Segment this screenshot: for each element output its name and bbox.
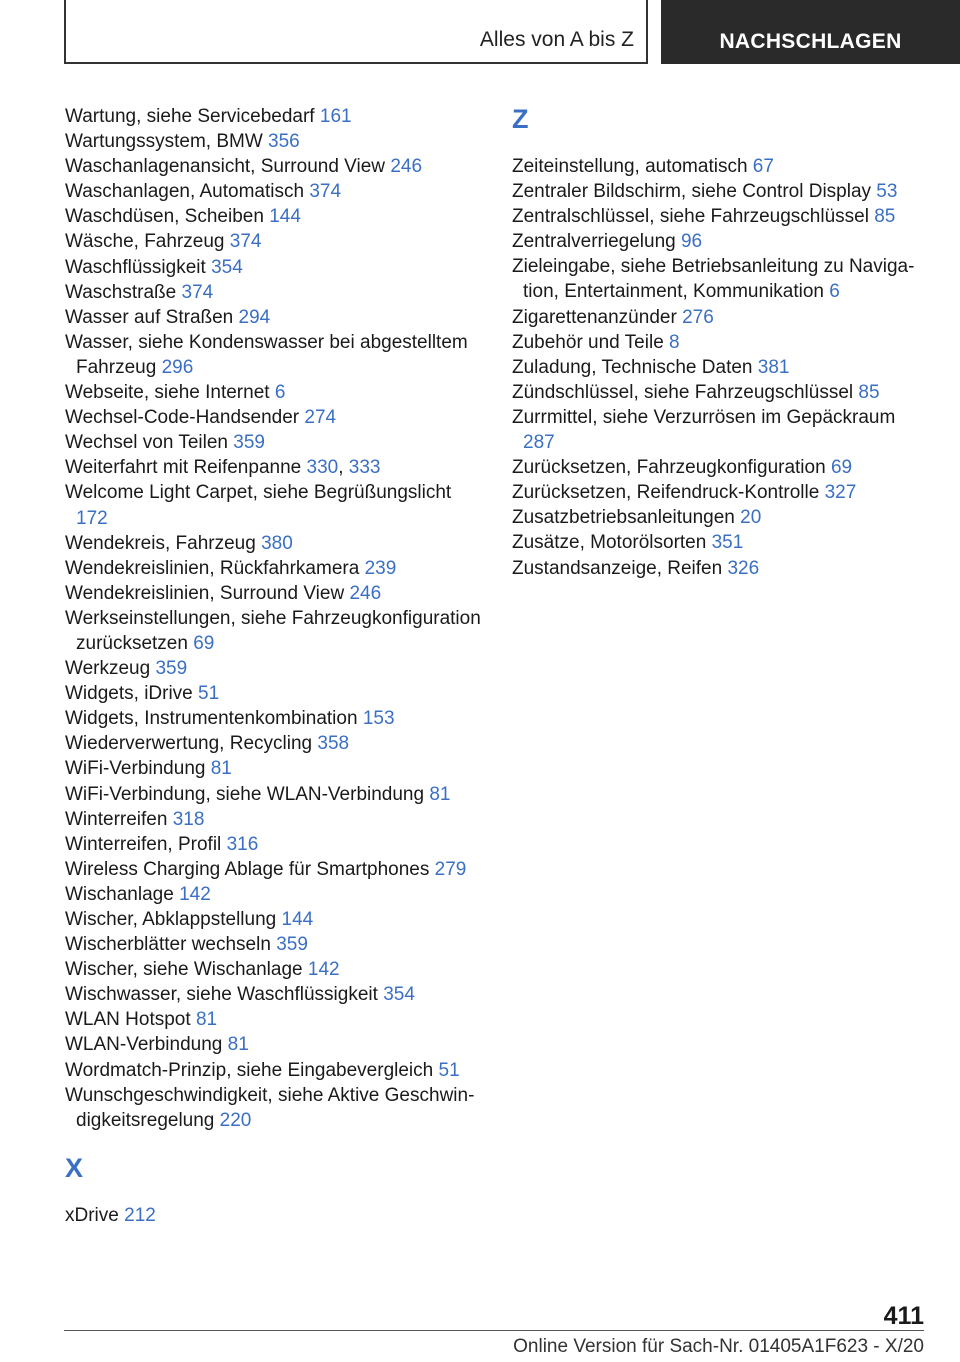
- index-term: Waschanlagen, Automatisch: [65, 181, 305, 203]
- index-term: Widgets, iDrive: [65, 683, 193, 705]
- index-entry: [512, 530, 932, 555]
- index-entry: [512, 505, 932, 530]
- index-term: xDrive: [65, 1204, 119, 1226]
- index-entry: [65, 807, 485, 832]
- header-frame: [64, 0, 648, 64]
- index-term: Zündschlüssel, siehe Fahrzeugschlüssel: [512, 381, 854, 403]
- index-term: Wischerblätter wechseln: [65, 934, 271, 956]
- index-term: Zentraler Bildschirm, siehe Control Display: [512, 181, 872, 203]
- page-reference-link[interactable]: 359: [276, 934, 308, 956]
- index-entry: [65, 932, 485, 957]
- page-reference-link[interactable]: 144: [269, 206, 301, 228]
- index-entry: [512, 254, 932, 304]
- index-entry: [65, 104, 485, 129]
- page-reference-link[interactable]: 20: [740, 507, 762, 529]
- index-entry: [65, 957, 485, 982]
- index-term: Widgets, Instrumentenkombination: [65, 708, 358, 730]
- index-term: Wechsel von Teilen: [65, 432, 229, 454]
- header-section-title: Alles von A bis Z: [479, 28, 634, 51]
- index-term: Werkzeug: [65, 658, 151, 680]
- index-entry: [65, 179, 485, 204]
- index-entry: [512, 380, 932, 405]
- index-entry: [65, 907, 485, 932]
- index-term: WLAN-Verbindung: [65, 1034, 223, 1056]
- page-reference-link[interactable]: 8: [669, 331, 680, 353]
- index-term: Zubehör und Teile: [512, 331, 664, 353]
- index-term: Wasser auf Straßen: [65, 306, 234, 328]
- index-entry: [512, 305, 932, 330]
- index-entry: [65, 330, 485, 380]
- page-reference-link[interactable]: 69: [830, 457, 853, 479]
- index-letter-z: Z: [512, 104, 529, 134]
- index-term: Weiterfahrt mit Reifenpanne: [65, 457, 302, 479]
- index-term: Webseite, siehe Internet: [65, 382, 270, 404]
- index-entry: [65, 681, 485, 706]
- page-reference-link[interactable]: 6: [829, 281, 840, 303]
- index-term: Zieleingabe, siehe Betriebsanleitung zu Navigation, Entertainment, Kommunikation: [512, 256, 915, 303]
- index-entry: [65, 706, 485, 731]
- page-reference-link[interactable]: 142: [179, 883, 211, 905]
- index-entry: [65, 581, 485, 606]
- index-entry: [65, 1007, 485, 1032]
- index-term: Wendekreis, Fahrzeug: [65, 532, 256, 554]
- page-reference-link[interactable]: 354: [211, 256, 243, 278]
- index-term: Zentralschlüssel, siehe Fahrzeugschlüssel: [512, 206, 869, 228]
- page-reference-link[interactable]: 359: [233, 432, 265, 454]
- index-term: Wendekreislinien, Rückfahrkamera: [65, 557, 360, 579]
- page-reference-link[interactable]: 381: [757, 356, 790, 378]
- index-entry: [65, 154, 485, 179]
- index-term: Zustandsanzeige, Reifen: [512, 557, 723, 579]
- index-term: WiFi-Verbindung, siehe WLAN-Verbindung: [65, 783, 425, 805]
- index-term: Wireless Charging Ablage für Smartphones: [65, 858, 430, 880]
- index-entry: [65, 129, 485, 154]
- index-entry: [512, 480, 932, 505]
- page-reference-link[interactable]: 85: [858, 381, 880, 403]
- page-reference-link[interactable]: 279: [434, 858, 467, 880]
- page-reference-link[interactable]: 81: [429, 783, 451, 805]
- page-reference-link[interactable]: 85: [874, 206, 896, 228]
- header-chapter-tab: [661, 0, 960, 64]
- index-term: Zeiteinstellung, automatisch: [512, 156, 748, 177]
- index-entry: [65, 1083, 485, 1133]
- page-number: 411: [883, 1302, 924, 1330]
- index-entry: Weiterfahrt mit Reifenpanne 330, 333: [65, 457, 381, 479]
- page-reference-link[interactable]: 53: [876, 181, 898, 203]
- index-term: Wunschgeschwindigkeit, siehe Aktive Geschwindigkeitsregelung: [65, 1084, 475, 1131]
- index-term: WLAN Hotspot: [65, 1009, 191, 1031]
- index-entry: [65, 782, 485, 807]
- page-reference-link[interactable]: 51: [438, 1059, 460, 1081]
- page-reference-link[interactable]: 358: [317, 733, 350, 755]
- page-reference-link[interactable]: 81: [195, 1009, 218, 1031]
- index-entry: [65, 857, 485, 882]
- page-reference-link[interactable]: 276: [682, 306, 714, 328]
- index-term: Wartung, siehe Servicebedarf: [65, 106, 315, 127]
- index-entry: [65, 1058, 485, 1083]
- index-entry: [65, 756, 485, 781]
- page-reference-link[interactable]: 161: [319, 106, 352, 127]
- index-term: Wischwasser, siehe Waschflüssigkeit: [65, 984, 378, 1006]
- index-entry: [65, 1203, 485, 1228]
- page-reference-link[interactable]: 294: [238, 306, 271, 328]
- index-column-left: [65, 104, 485, 1228]
- page-reference-link[interactable]: 333: [348, 457, 381, 479]
- page-reference-link[interactable]: 220: [219, 1109, 252, 1131]
- index-term: Wasser, siehe Kondenswasser bei abgestelltem Fahrzeug: [65, 331, 468, 378]
- index-entry: [65, 556, 485, 581]
- index-column-right: [512, 104, 932, 581]
- index-entry: [65, 405, 485, 430]
- page-reference-link[interactable]: 212: [124, 1204, 156, 1226]
- index-entry: [65, 656, 485, 681]
- page-reference-link[interactable]: 380: [261, 532, 293, 554]
- page-reference-link[interactable]: 374: [229, 231, 262, 253]
- page-reference-link[interactable]: 246: [349, 582, 382, 604]
- index-term: Winterreifen, Profil: [65, 833, 222, 855]
- page-reference-link[interactable]: 356: [268, 131, 300, 153]
- page-reference-link[interactable]: 287: [523, 432, 555, 454]
- index-term: Waschflüssigkeit: [65, 256, 206, 278]
- index-entry: [65, 1032, 485, 1057]
- index-entry: [65, 305, 485, 330]
- index-term: Wartungssystem, BMW: [65, 131, 263, 153]
- page-reference-link[interactable]: 239: [364, 557, 397, 579]
- index-entry: [65, 480, 485, 530]
- index-term: Zurücksetzen, Fahrzeugkonfiguration: [512, 457, 826, 479]
- page-reference-link[interactable]: 144: [281, 909, 314, 930]
- index-term: Welcome Light Carpet, siehe Begrüßungslicht: [65, 482, 452, 504]
- index-entry: [65, 280, 485, 305]
- index-term: Wischanlage: [65, 883, 174, 905]
- page-reference-link[interactable]: 318: [172, 808, 205, 830]
- page-reference-link[interactable]: 326: [727, 557, 760, 579]
- page-reference-link[interactable]: 296: [161, 356, 194, 378]
- index-term: Zurrmittel, siehe Verzurrösen im Gepäckraum: [512, 406, 896, 428]
- index-term: Waschdüsen, Scheiben: [65, 206, 264, 228]
- index-term: Wiederverwertung, Recycling: [65, 733, 313, 755]
- index-list-x: [65, 1203, 485, 1228]
- page-reference-link[interactable]: 351: [711, 532, 744, 554]
- index-term: Waschanlagenansicht, Surround View: [65, 156, 386, 178]
- page-reference-link[interactable]: 81: [210, 758, 232, 780]
- index-letter-x: X: [65, 1152, 84, 1183]
- index-entry: [65, 380, 485, 405]
- page-reference-link[interactable]: 153: [362, 708, 395, 730]
- index-entry: [65, 982, 485, 1007]
- page-reference-link[interactable]: 81: [227, 1034, 249, 1056]
- index-term: Wäsche, Fahrzeug: [65, 231, 225, 253]
- index-term: Zusätze, Motorölsorten: [512, 532, 707, 554]
- index-entry: [512, 556, 932, 581]
- footer-text: Online Version für Sach-Nr. 01405A1F623 - X/20: [513, 1336, 924, 1357]
- index-term: Zuladung, Technische Daten: [512, 356, 753, 378]
- index-term: Wechsel-Code-Handsender: [65, 407, 300, 429]
- page-reference-link[interactable]: 327: [824, 482, 857, 504]
- index-term: Zurücksetzen, Reifendruck-Kontrolle: [512, 482, 820, 504]
- index-entry: [65, 882, 485, 907]
- page-reference-link[interactable]: 142: [307, 959, 340, 981]
- page-reference-link[interactable]: 69: [193, 632, 215, 654]
- index-entry: [512, 179, 932, 204]
- index-entry: [512, 229, 932, 254]
- index-entry: [65, 430, 485, 455]
- index-term: Zentralverriegelung: [512, 231, 676, 253]
- index-term: Winterreifen: [65, 808, 168, 830]
- index-term: Waschstraße: [65, 281, 177, 303]
- index-term: Werkseinstellungen, siehe Fahrzeugkonfiguration zurücksetzen: [65, 607, 481, 654]
- page-reference-link[interactable]: 354: [383, 984, 415, 1006]
- index-entry: [65, 204, 485, 229]
- page-reference-link[interactable]: 359: [155, 658, 188, 680]
- index-entry: [512, 455, 932, 480]
- index-entry: [512, 204, 932, 229]
- index-entry: [512, 330, 932, 355]
- index-entry: [512, 154, 932, 179]
- index-entry: [65, 255, 485, 280]
- index-term: Wischer, Abklappstellung: [65, 909, 277, 930]
- page-reference-link[interactable]: 172: [76, 507, 108, 529]
- index-list-z: [512, 154, 932, 581]
- page-reference-link[interactable]: 246: [390, 156, 423, 178]
- header-chapter-label: NACHSCHLAGEN: [719, 30, 902, 53]
- index-list-w: [65, 104, 485, 1133]
- index-entry: [65, 832, 485, 857]
- page-reference-link[interactable]: 374: [309, 181, 342, 203]
- index-term: Wendekreislinien, Surround View: [65, 582, 345, 604]
- page-reference-link[interactable]: 96: [680, 231, 703, 253]
- index-entry: [512, 355, 932, 380]
- page-reference-link[interactable]: 316: [226, 833, 259, 855]
- index-term: Zusatzbetriebsanleitungen: [512, 507, 735, 529]
- page-reference-link[interactable]: 67: [752, 156, 774, 177]
- index-entry: [512, 405, 932, 455]
- index-entry: [65, 531, 485, 556]
- page-reference-link[interactable]: 6: [274, 382, 286, 404]
- index-term: WiFi-Verbindung: [65, 758, 206, 780]
- page-reference-link[interactable]: 274: [304, 407, 337, 429]
- index-entry: [65, 606, 485, 656]
- footer-rule: [64, 1330, 924, 1331]
- index-term: Wischer, siehe Wischanlage: [65, 959, 303, 981]
- index-entry: [65, 731, 485, 756]
- index-term: Zigarettenanzünder: [512, 306, 677, 328]
- index-term: Wordmatch-Prinzip, siehe Eingabevergleich: [65, 1059, 434, 1081]
- page-reference-link[interactable]: 330: [306, 457, 339, 479]
- index-entry: [65, 229, 485, 254]
- page-reference-link[interactable]: 374: [181, 281, 214, 303]
- page-reference-link[interactable]: 51: [198, 683, 220, 705]
